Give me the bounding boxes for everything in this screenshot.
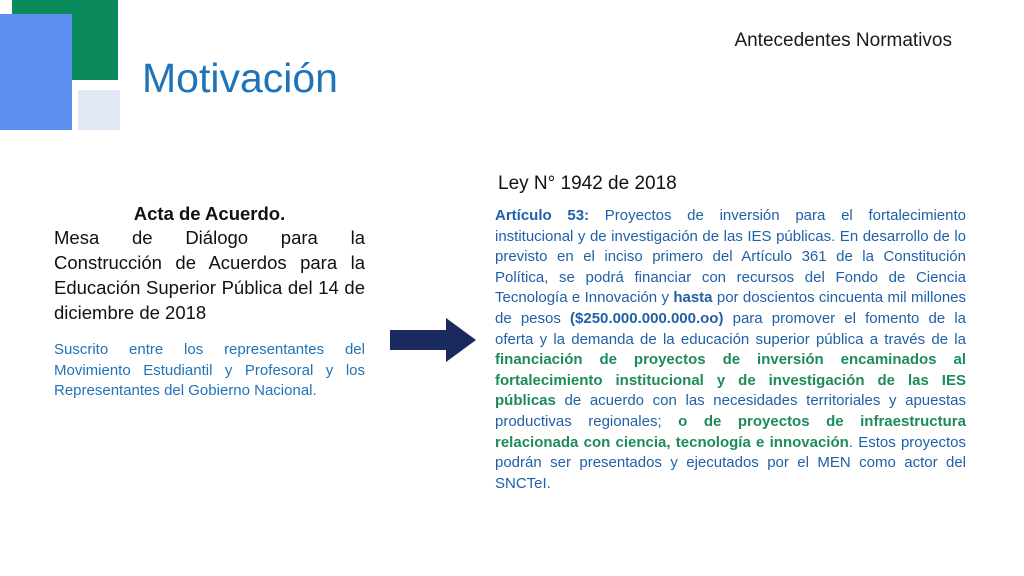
acta-panel — [54, 203, 365, 402]
article-text-2: por doscientos cincuenta mil millones de pesos — [495, 289, 967, 327]
article-text-3: para promover el fomento de la oferta y la demanda de la educación superior pública a través de la — [495, 309, 967, 348]
article-text-1: Proyectos de inversión para el fortalecimiento institucional y de investigación de las IES públicas. En desarrollo de lo previsto en el inciso primero del Artículo 361 de la Constitución Política, se podrá financiar con recursos del Fondo de Ciencia Tecnología e Innovación y — [495, 207, 966, 307]
article-text-4: de acuerdo con las necesidades territoriales y apuestas productivas regionales; — [495, 392, 966, 430]
decor-blue-rectangle — [0, 14, 72, 130]
articulo-label: Artículo 53: — [495, 207, 590, 224]
highlight-text-2: o de proyectos de infraestructura relacionada con ciencia, tecnología e innovación — [495, 412, 966, 451]
arrow-right-icon — [390, 318, 476, 362]
decor-pale-square — [78, 90, 120, 130]
article-text-5: . Estos proyectos podrán ser presentados y ejecutados por el MEN como actor del SNCTeI. — [495, 433, 966, 492]
ley-article-text — [495, 206, 966, 494]
acta-title: Acta de Acuerdo. — [133, 203, 286, 224]
highlight-text-1: financiación de proyectos de inversión encaminados al fortalecimiento institucional y de investigación de las IES públicas — [495, 351, 966, 410]
ley-title: Ley N° 1942 de 2018 — [498, 173, 677, 194]
hasta-text: hasta — [673, 289, 713, 307]
acta-body: Mesa de Diálogo para la Construcción de Acuerdos para la Educación Superior Pública del 14 de diciembre de 2018 — [54, 227, 365, 323]
section-tag: Antecedentes Normativos — [734, 30, 952, 51]
amount-text: ($250.000.000.000.oo) — [570, 309, 724, 327]
acta-subtext: Suscrito entre los representantes del Movimiento Estudiantil y Profesoral y los Representantes del Gobierno Nacional. — [54, 341, 365, 399]
page-title: Motivación — [142, 55, 338, 101]
